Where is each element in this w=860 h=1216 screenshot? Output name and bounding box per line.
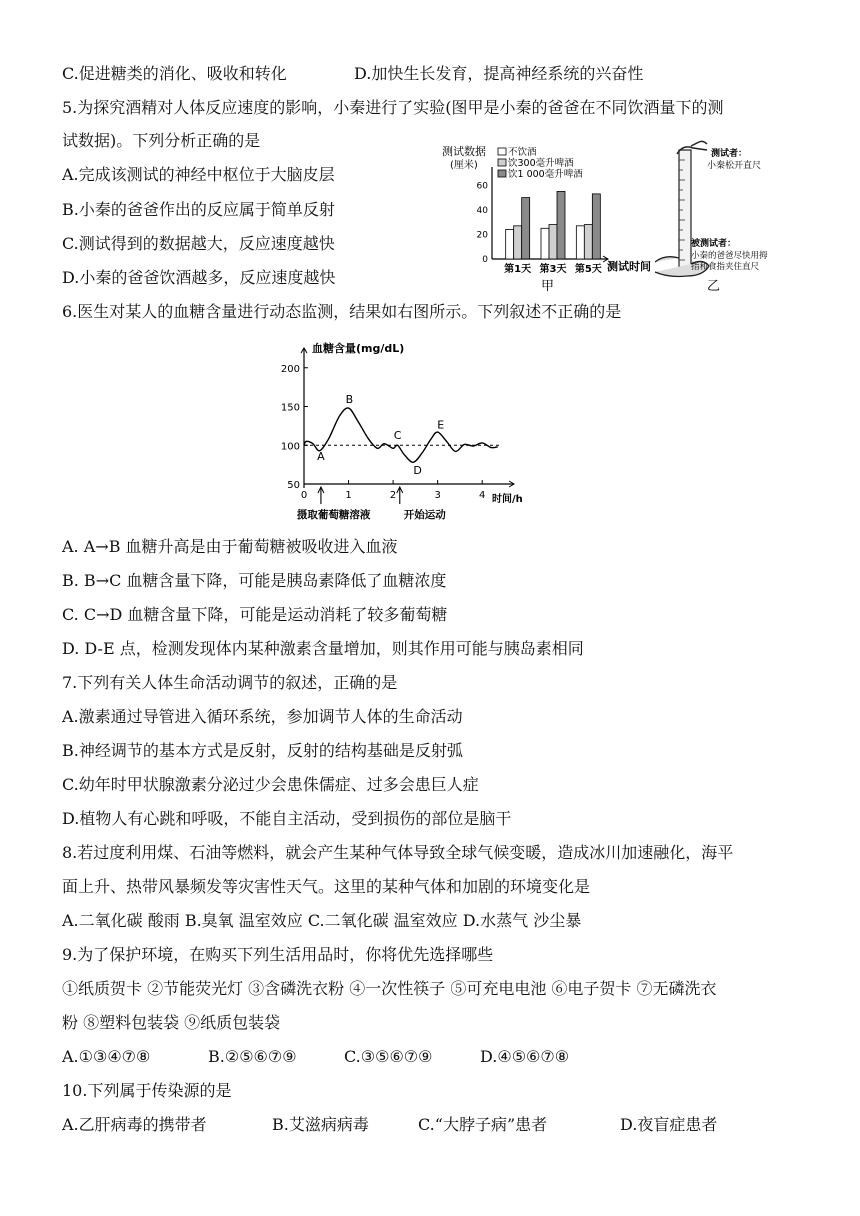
q4-option-c: C.促进糖类的消化、吸收和转化 bbox=[62, 64, 287, 83]
q9-stem: 9.为了保护环境，在购买下列生活用品时，你将优先选择哪些 bbox=[62, 945, 494, 964]
q8-stem: 8.若过度利用煤、石油等燃料，就会产生某种气体导致全球气候变暖，造成冰川加速融化，海平 bbox=[62, 843, 734, 862]
bar bbox=[541, 228, 549, 259]
line-ytick-label: 50 bbox=[287, 480, 300, 491]
bar-chart-caption: 甲 bbox=[541, 279, 555, 294]
q5-option-d: D.小秦的爸爸饮酒越多，反应速度越快 bbox=[62, 268, 336, 287]
line-xtick-label: 4 bbox=[478, 490, 486, 501]
bar-ytick-label: 0 bbox=[482, 255, 488, 265]
q5-option-b: B.小秦的爸爸作出的反应属于简单反射 bbox=[62, 200, 335, 219]
subject-desc-2: 指和食指夹住直尺 bbox=[691, 262, 760, 272]
bar bbox=[584, 225, 592, 259]
bar-ytick-label: 60 bbox=[476, 181, 488, 192]
subject-desc-1: 小秦的爸爸尽快用拇 bbox=[691, 251, 768, 261]
line-ytick-label: 150 bbox=[280, 402, 300, 414]
q4-option-d: D.加快生长发育，提高神经系统的兴奋性 bbox=[354, 64, 644, 83]
bar bbox=[576, 226, 584, 259]
bar bbox=[549, 225, 557, 259]
q10-option-b: B.艾滋病病毒 bbox=[272, 1115, 369, 1134]
q6-option-a: A. A→B 血糖升高是由于葡萄糖被吸收进入血液 bbox=[62, 537, 398, 556]
q5-option-c: C.测试得到的数据越大，反应速度越快 bbox=[62, 234, 335, 253]
q6-option-d: D. D-E 点，检测发现体内某种激素含量增加，则其作用可能与胰岛素相同 bbox=[62, 639, 584, 658]
q7-option-b: B.神经调节的基本方式是反射，反射的结构基础是反射弧 bbox=[62, 741, 463, 760]
annotation-label: 开始运动 bbox=[403, 509, 446, 521]
line-ytick-label: 100 bbox=[280, 441, 300, 453]
q7-stem: 7.下列有关人体生命活动调节的叙述，正确的是 bbox=[62, 673, 398, 692]
bar-ytick-label: 20 bbox=[476, 230, 488, 241]
q10-option-d: D.夜盲症患者 bbox=[620, 1115, 718, 1134]
line-chart-xlabel: 时间/h bbox=[492, 494, 523, 505]
bar bbox=[522, 198, 530, 259]
ruler-figure-caption: 乙 bbox=[707, 279, 721, 294]
q6-option-b: B. B→C 血糖含量下降，可能是胰岛素降低了血糖浓度 bbox=[62, 571, 447, 590]
q6-glucose-chart bbox=[270, 338, 530, 528]
q9-items: ①纸质贺卡 ②节能荧光灯 ③含磷洗衣粉 ④一次性筷子 ⑤可充电电池 ⑥电子贺卡 ⑦无磷洗衣 bbox=[62, 979, 717, 998]
legend-swatch-2 bbox=[498, 159, 506, 166]
point-label-e: E bbox=[437, 418, 445, 432]
q5-ruler-figure bbox=[655, 140, 785, 298]
bar-xtick-label: 第5天 bbox=[574, 264, 602, 275]
bar-chart-xlabel: 测试时间 bbox=[607, 260, 651, 273]
bar-xtick-label: 第3天 bbox=[539, 264, 567, 275]
line-xtick-label: 3 bbox=[434, 490, 441, 501]
q10-option-c: C.“大脖子病”患者 bbox=[418, 1115, 548, 1134]
q5-bar-chart bbox=[440, 143, 662, 298]
bar bbox=[592, 194, 600, 259]
bar-chart-legend bbox=[498, 146, 583, 180]
legend-swatch-1 bbox=[498, 148, 506, 155]
line-xtick-label: 2 bbox=[389, 490, 397, 501]
legend-label-3: 饮1 000毫升啤酒 bbox=[508, 169, 583, 180]
line-xtick-label: 1 bbox=[345, 490, 352, 501]
tester-label: 测试者： bbox=[711, 149, 748, 159]
point-label-c: C bbox=[393, 429, 402, 443]
point-label-a: A bbox=[317, 450, 325, 464]
q9-option-a: A.①③④⑦⑧ bbox=[62, 1047, 151, 1066]
bar-ytick-label: 40 bbox=[476, 205, 488, 216]
line-chart-title: 血糖含量(mg/dL) bbox=[312, 342, 405, 355]
bar bbox=[506, 230, 514, 259]
point-label-b: B bbox=[345, 392, 354, 406]
legend-label-2: 饮300毫升啤酒 bbox=[508, 158, 574, 169]
q8-stem-cont: 面上升、热带风暴频发等灾害性天气。这里的某种气体和加剧的环境变化是 bbox=[62, 877, 591, 896]
q5-option-a: A.完成该测试的神经中枢位于大脑皮层 bbox=[62, 165, 335, 184]
line-ytick-label: 200 bbox=[280, 363, 300, 375]
q6-option-c: C. C→D 血糖含量下降，可能是运动消耗了较多葡萄糖 bbox=[62, 605, 448, 624]
bar bbox=[514, 226, 522, 259]
q10-option-a: A.乙肝病毒的携带者 bbox=[62, 1115, 207, 1134]
q10-stem: 10.下列属于传染源的是 bbox=[62, 1081, 232, 1100]
bar bbox=[557, 191, 565, 259]
annotation-label: 摄取葡萄糖溶液 bbox=[296, 509, 371, 521]
bar-chart-yunit: (厘米) bbox=[450, 160, 478, 171]
point-label-d: D bbox=[413, 464, 422, 478]
subject-label: 被测试者： bbox=[691, 239, 737, 249]
q5-stem: 5.为探究酒精对人体反应速度的影响，小秦进行了实验(图甲是小秦的爸爸在不同饮酒量下的测 bbox=[62, 98, 724, 117]
tester-desc: 小秦松开直尺 bbox=[707, 161, 762, 171]
q9-items-cont: 粉 ⑧塑料包装袋 ⑨纸质包装袋 bbox=[62, 1013, 281, 1032]
line-xtick-label: 0 bbox=[300, 490, 308, 501]
q5-stem-cont: 试数据)。下列分析正确的是 bbox=[62, 131, 261, 150]
q9-option-c: C.③⑤⑥⑦⑨ bbox=[344, 1047, 433, 1066]
q9-option-d: D.④⑤⑥⑦⑧ bbox=[480, 1047, 570, 1066]
q8-options: A.二氧化碳 酸雨 B.臭氧 温室效应 C.二氧化碳 温室效应 D.水蒸气 沙尘暴 bbox=[62, 911, 582, 930]
q7-option-a: A.激素通过导管进入循环系统，参加调节人体的生命活动 bbox=[62, 707, 463, 726]
q6-stem: 6.医生对某人的血糖含量进行动态监测，结果如右图所示。下列叙述不正确的是 bbox=[62, 302, 622, 321]
legend-label-1: 不饮酒 bbox=[508, 147, 537, 158]
bar-xtick-label: 第1天 bbox=[504, 264, 532, 275]
bar-chart-ylabel: 测试数据 bbox=[442, 145, 486, 158]
legend-swatch-3 bbox=[498, 170, 506, 177]
q7-option-d: D.植物人有心跳和呼吸，不能自主活动，受到损伤的部位是脑干 bbox=[62, 809, 512, 828]
q7-option-c: C.幼年时甲状腺激素分泌过少会患侏儒症、过多会患巨人症 bbox=[62, 775, 479, 794]
q9-option-b: B.②⑤⑥⑦⑨ bbox=[208, 1047, 297, 1066]
